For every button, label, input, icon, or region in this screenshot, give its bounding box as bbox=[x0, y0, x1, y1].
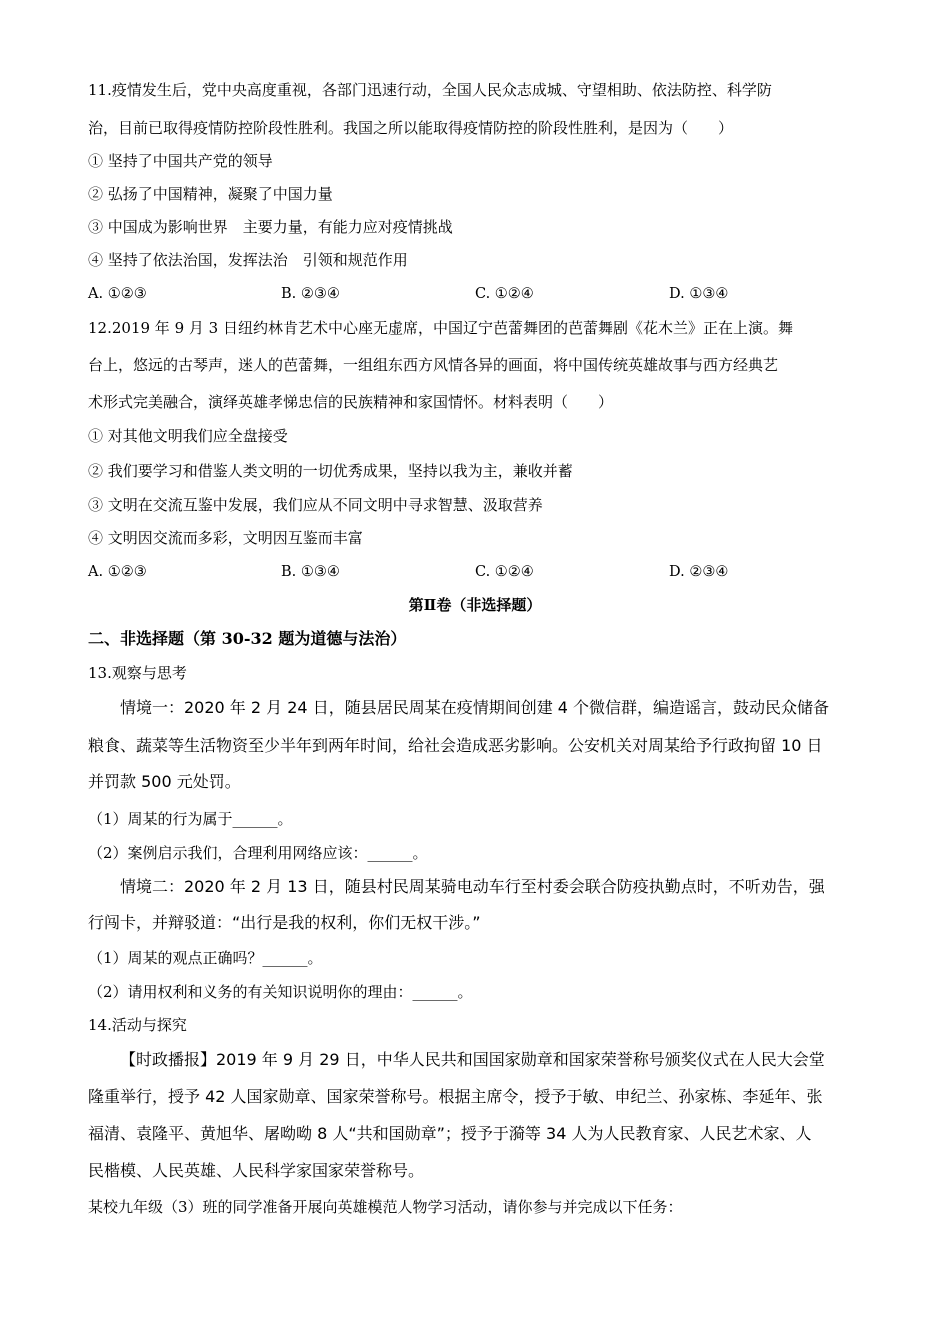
q14-news-line1: 【时政播报】2019 年 9 月 29 日，中华人民共和国国家勋章和国家荣誉称号颁奖仪式在人民大会堂 bbox=[120, 1050, 825, 1069]
q12-item-2: ② 我们要学习和借鉴人类文明的一切优秀成果，坚持以我为主，兼收并蓄 bbox=[88, 462, 573, 480]
q12-item-3: ③ 文明在交流互鉴中发展，我们应从不同文明中寻求智慧、汲取营养 bbox=[88, 496, 543, 514]
q11-option-d: D. ①③④ bbox=[669, 286, 729, 302]
q13-scenario1-question1: （1）周某的行为属于______。 bbox=[88, 810, 293, 828]
q12-option-d: D. ②③④ bbox=[669, 564, 729, 580]
q12-item-1: ① 对其他文明我们应全盘接受 bbox=[88, 427, 288, 445]
q12-stem-line3: 术形式完美融合，演绎英雄孝悌忠信的民族精神和家国情怀。材料表明（ ） bbox=[88, 393, 614, 411]
q11-item-4: ④ 坚持了依法治国，发挥法治 引领和规范作用 bbox=[88, 251, 408, 269]
q14-news-line4: 民楷模、人民英雄、人民科学家国家荣誉称号。 bbox=[88, 1161, 425, 1180]
q14-news-line2: 隆重举行，授予 42 人国家勋章、国家荣誉称号。根据主席令，授予于敏、申纪兰、孙家栋、李延年、张 bbox=[88, 1087, 823, 1106]
q12-option-c: C. ①②④ bbox=[475, 564, 534, 580]
q11-stem-line2: 治，目前已取得疫情防控阶段性胜利。我国之所以能取得疫情防控的阶段性胜利，是因为（ ） bbox=[88, 119, 734, 137]
q13-scenario1-question2: （2）案例启示我们，合理利用网络应该：______。 bbox=[88, 844, 428, 862]
q13-scenario2-line1: 情境二：2020 年 2 月 13 日，随县村民周某骑电动车行至村委会联合防疫执勤点时，不听劝告，强 bbox=[120, 877, 825, 896]
q13-scenario2-line2: 行闯卡，并辩驳道：“出行是我的权利，你们无权干涉。” bbox=[88, 913, 481, 932]
q12-option-a: A. ①②③ bbox=[88, 564, 147, 580]
q13-scenario2-question2: （2）请用权利和义务的有关知识说明你的理由：______。 bbox=[88, 983, 473, 1001]
q13-scenario1-line2: 粮食、蔬菜等生活物资至少半年到两年时间，给社会造成恶劣影响。公安机关对周某给予行政拘留 10 日 bbox=[88, 736, 823, 755]
q12-option-b: B. ①③④ bbox=[281, 564, 340, 580]
q12-stem-line1: 12.2019 年 9 月 3 日纽约林肯艺术中心座无虚席，中国辽宁芭蕾舞团的芭蕾舞剧《花木兰》正在上演。舞 bbox=[88, 319, 793, 337]
q13-scenario2-question1: （1）周某的观点正确吗？______。 bbox=[88, 949, 323, 967]
q11-stem-line1: 11.疫情发生后，党中央高度重视，各部门迅速行动，全国人民众志成城、守望相助、依法防控、科学防 bbox=[88, 81, 772, 99]
q11-option-c: C. ①②④ bbox=[475, 286, 534, 302]
q11-option-b: B. ②③④ bbox=[281, 286, 340, 302]
q14-task: 某校九年级（3）班的同学准备开展向英雄模范人物学习活动，请你参与并完成以下任务： bbox=[88, 1198, 683, 1216]
q11-item-3: ③ 中国成为影响世界 主要力量，有能力应对疫情挑战 bbox=[88, 218, 453, 236]
section-title: 第Ⅱ卷（非选择题） bbox=[408, 596, 542, 614]
q13-scenario1-line3: 并罚款 500 元处罚。 bbox=[88, 772, 241, 791]
q14-heading: 14.活动与探究 bbox=[88, 1016, 187, 1034]
q14-news-line3: 福清、袁隆平、黄旭华、屠呦呦 8 人“共和国勋章”；授予于漪等 34 人为人民教育家、人民艺术家、人 bbox=[88, 1124, 812, 1143]
q11-option-a: A. ①②③ bbox=[88, 286, 147, 302]
q13-heading: 13.观察与思考 bbox=[88, 664, 187, 682]
part2-heading: 二、非选择题（第 30-32 题为道德与法治） bbox=[88, 629, 407, 648]
q12-stem-line2: 台上，悠远的古琴声，迷人的芭蕾舞，一组组东西方风情各异的画面，将中国传统英雄故事与西方经典艺 bbox=[88, 356, 779, 374]
q11-item-2: ② 弘扬了中国精神，凝聚了中国力量 bbox=[88, 185, 333, 203]
q12-item-4: ④ 文明因交流而多彩，文明因互鉴而丰富 bbox=[88, 529, 363, 547]
q13-scenario1-line1: 情境一：2020 年 2 月 24 日，随县居民周某在疫情期间创建 4 个微信群，编造谣言，鼓动民众储备 bbox=[120, 698, 830, 717]
q11-item-1: ① 坚持了中国共产党的领导 bbox=[88, 152, 273, 170]
